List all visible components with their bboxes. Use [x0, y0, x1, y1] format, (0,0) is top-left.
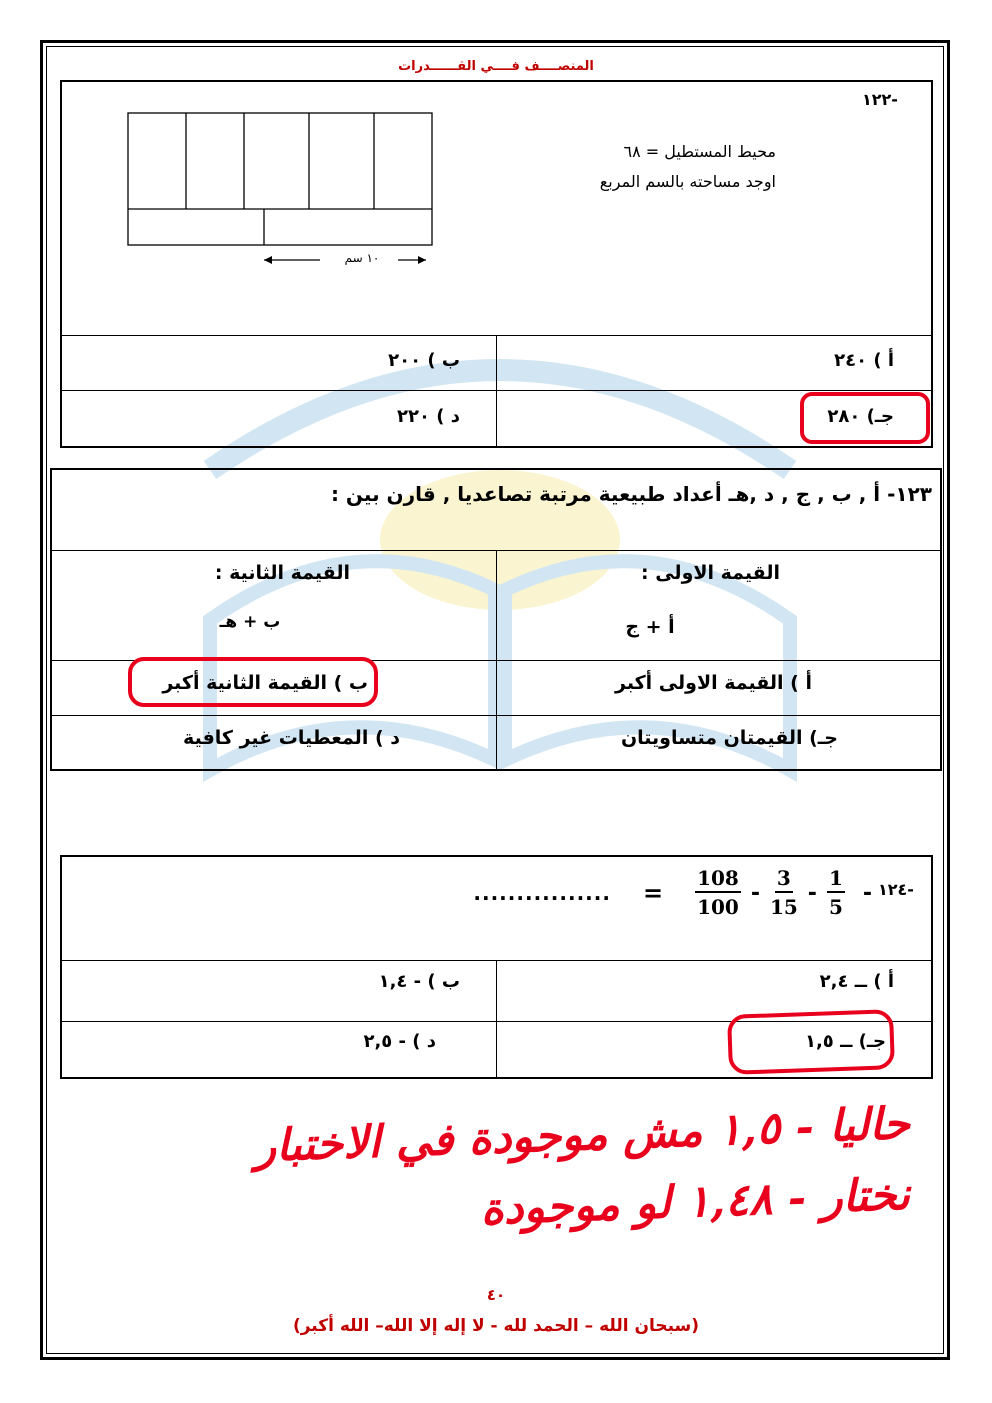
q124-minus-sign: -: [862, 880, 872, 906]
q124-number: ١٢٤-: [878, 880, 914, 899]
footer-dua: (سبحان الله – الحمد لله - لا إله إلا الله– الله أكبر): [292, 1316, 700, 1336]
q124-fraction-2: [770, 868, 798, 918]
handwritten-note-line1: حاليا - ١,٥ مش موجودة في الاختبار: [253, 1098, 911, 1173]
q122-dimension-label: ١٠ سم: [344, 251, 380, 265]
handwritten-note-line2: نختار - ١,٤٨ لو موجودة: [479, 1169, 911, 1235]
q123-answer-circle: [128, 657, 378, 707]
fraction-numerator: 1: [827, 868, 845, 893]
diagram-outer-rect: [128, 113, 432, 245]
fraction-denominator: 5: [828, 895, 843, 919]
q122-option-d[interactable]: د ) ٢٢٠: [397, 406, 460, 427]
q124-option-a[interactable]: أ ) ــ ٢,٤: [819, 971, 894, 992]
header-title: المنصــــف فــــي القــــــدرات: [398, 59, 594, 74]
q124-option-d[interactable]: د ) - ٢,٥: [363, 1031, 436, 1052]
q122-answer-circle: [800, 392, 930, 444]
q122-rectangle-diagram: [124, 110, 436, 270]
q124-fraction-1: [827, 868, 845, 918]
fraction-numerator: 108: [695, 868, 741, 893]
q122-ask-line: اوجد مساحته بالسم المربع: [599, 172, 776, 191]
q122-option-b[interactable]: ب ) ٢٠٠: [388, 350, 460, 371]
q122-number: ١٢٢-: [862, 90, 898, 109]
q123-first-value-label: القيمة الاولى :: [641, 562, 780, 584]
q124-equals-sign: =: [642, 879, 664, 907]
q123-second-value-label: القيمة الثانية :: [214, 562, 350, 584]
q123-option-d[interactable]: د ) المعطيات غير كافية: [183, 727, 400, 749]
q124-minus-sign: -: [750, 880, 760, 906]
dimension-arrowhead-right: [418, 256, 426, 264]
q123-option-c[interactable]: جـ) القيمتان متساويتان: [620, 727, 838, 749]
q124-expression: [432, 858, 872, 928]
q123-second-value-expr: ب + هـ: [219, 612, 281, 632]
q122-option-a[interactable]: أ ) ٢٤٠: [834, 350, 894, 371]
q124-minus-sign: -: [807, 880, 817, 906]
q123-option-b[interactable]: ب ) القيمة الثانية أكبر: [162, 672, 368, 694]
fraction-denominator: 100: [697, 895, 739, 919]
q122-option-c[interactable]: جـ) ٢٨٠: [827, 406, 894, 427]
q123-first-value-expr: أ + ج: [625, 616, 675, 638]
fraction-numerator: 3: [775, 868, 793, 893]
q124-option-b[interactable]: ب ) - ١,٤: [378, 971, 460, 992]
q122-perimeter-line: محيط المستطيل = ٦٨: [623, 142, 776, 161]
q124-option-c[interactable]: جـ) ــ ١,٥: [804, 1031, 886, 1052]
q124-fraction-3: [695, 868, 741, 918]
q123-text: ١٢٣- أ , ب , ج , د ,هـ أعداد طبيعية مرتبة تصاعديا , قارن بين :: [330, 482, 932, 506]
fraction-denominator: 15: [769, 895, 798, 919]
q123-option-a[interactable]: أ ) القيمة الاولى أكبر: [615, 672, 812, 694]
q124-answer-circle: [727, 1009, 895, 1075]
dimension-arrowhead-left: [264, 256, 272, 264]
page-number: ٤٠: [486, 1286, 506, 1304]
q124-dots: ................: [473, 881, 611, 905]
